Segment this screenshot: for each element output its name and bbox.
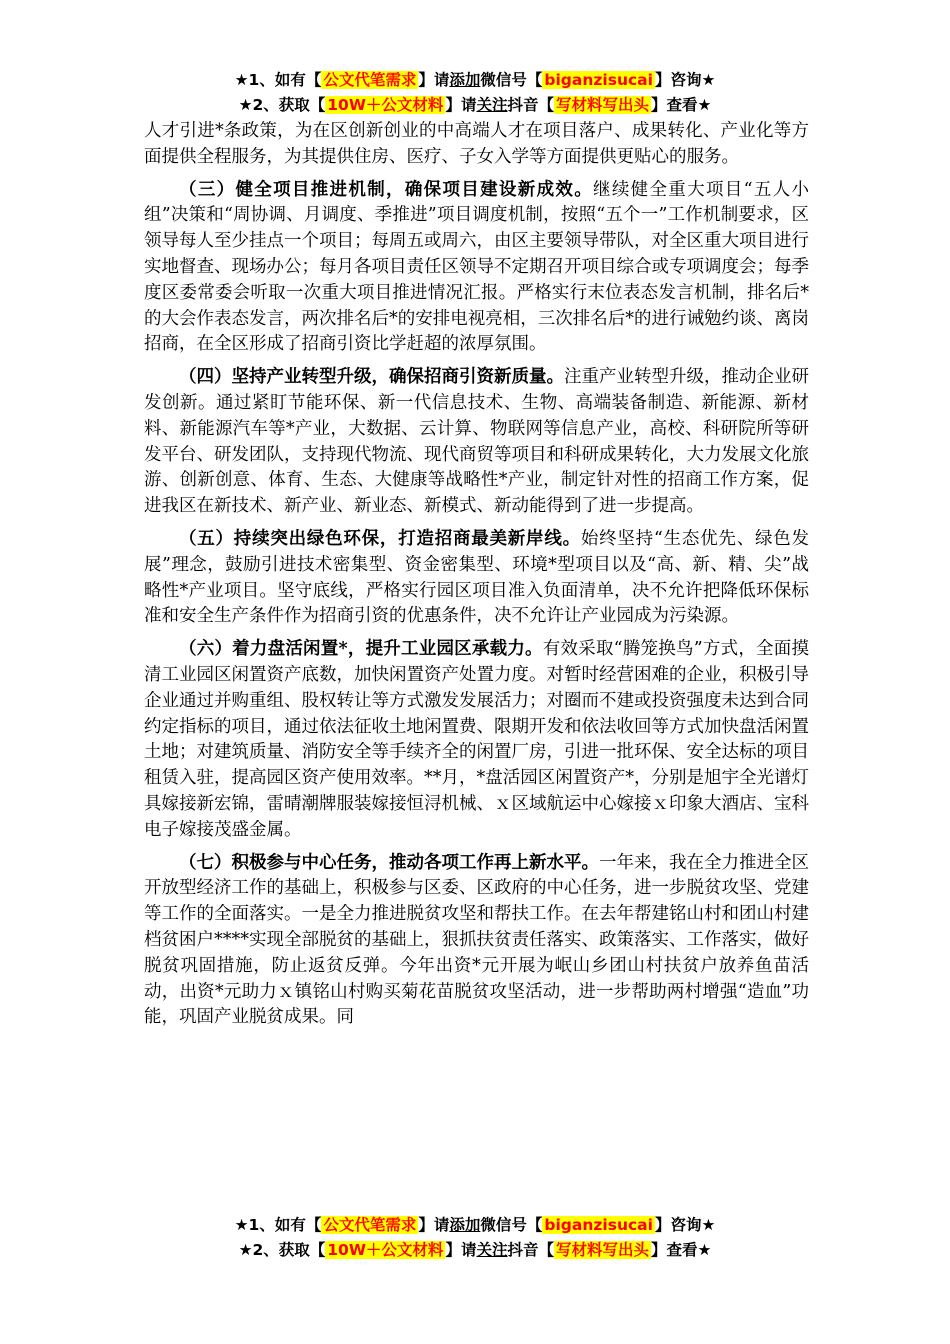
banner-highlight: 10W＋公文材料 [327,96,444,114]
banner-line-1: ★1、如有【 公文代笔需求 】请添加微信号【 biganzisucai 】咨询★ [234,1216,716,1234]
paragraph-continuation: 人才引进*条政策，为在区创新创业的中高端人才在项目落户、成果转化、产业化等方面提供全程服务，为其提供住房、医疗、子女入学等方面提供更贴心的服务。 [144,121,809,167]
section-heading: （五）持续突出绿色环保，打造招商最美新岸线。 [179,528,581,549]
footer-banner [0,1213,950,1263]
banner-highlight: 写材料写出头 [555,1241,649,1259]
banner-line-1: ★1、如有【 公文代笔需求 】请添加微信号【 biganzisucai 】咨询★ [234,71,716,89]
banner-line-2: ★2、获取【 10W＋公文材料 】请关注抖音【 写材料写出头 】查看★ [238,96,712,114]
section-heading: （六）着力盘活闲置*，提升工业园区承载力。 [179,639,543,660]
section-heading: （七）积极参与中心任务，推动各项工作再上新水平。 [179,852,599,873]
banner-highlight: 公文代笔需求 [323,1216,417,1234]
banner-highlight: biganzisucai [544,1216,653,1234]
paragraph-section-6: （六）着力盘活闲置*，提升工业园区承载力。有效采取“腾笼换鸟”方式，全面摸清工业园区闲置资产底数，加快闲置资产处置力度。对暂时经营困难的企业，积极引导企业通过并购重组、股权转让等方式激发发展活力；对圈而不建或投资强度未达到合同约定指标的项目，通过依法征收土地闲置费、限期开发和依法收回等方式加快盘活闲置土地；对建筑质量、消防安全等手续齐全的闲置厂房，引进一批环保、安全达标的项目租赁入驻，提高园区资产使用效率。**月，*盘活园区闲置资产*，分别是旭宇全光谱灯具嫁接新宏锦，雷晴潮牌服装嫁接恒浔机械、ｘ区域航运中心嫁接ｘ印象大酒店、宝科电子嫁接茂盛金属。 [144,639,809,840]
banner-highlight: 公文代笔需求 [323,71,417,89]
document-body [144,119,809,1038]
paragraph-section-3: （三）健全项目推进机制，确保项目建设新成效。继续健全重大项目“五人小组”决策和“周协调、月调度、季推进”项目调度机制，按照“五个一”工作机制要求，区领导每人至少挂点一个项目；每周五或周六，由区主要领导带队，对全区重大项目进行实地督查、现场办公；每月各项目责任区领导不定期召开项目综合或专项调度会；每季度区委常委会听取一次重大项目推进情况汇报。严格实行末位表态发言机制，排名后*的大会作表态发言，两次排名后*的安排电视亮相，三次排名后*的进行诫勉约谈、离岗招商，在全区形成了招商引资比学赶超的浓厚氛围。 [144,179,809,355]
paragraph-section-4: （四）坚持产业转型升级，确保招商引资新质量。注重产业转型升级，推动企业研发创新。通过紧盯节能环保、新一代信息技术、生物、高端装备制造、新能源、新材料、新能源汽车等*产业，大数据、云计算、物联网等信息产业，高校、科研院所等研发平台、研发团队，支持现代物流、现代商贸等项目和科研成果转化，大力发展文化旅游、创新创意、体育、生态、大健康等战略性*产业，制定针对性的招商工作方案，促进我区在新技术、新产业、新业态、新模式、新动能得到了进一步提高。 [144,367,809,517]
banner-highlight: 写材料写出头 [555,96,649,114]
banner-highlight: biganzisucai [544,71,653,89]
banner-highlight: 10W＋公文材料 [327,1241,444,1259]
section-heading: （四）坚持产业转型升级，确保招商引资新质量。 [179,367,564,388]
header-banner [0,68,950,118]
paragraph-section-7: （七）积极参与中心任务，推动各项工作再上新水平。一年来，我在全力推进全区开放型经济工作的基础上，积极参与区委、区政府的中心任务，进一步脱贫攻坚、党建等工作的全面落实。一是全力推进脱贫攻坚和帮扶工作。在去年帮建铭山村和团山村建档贫困户****实现全部脱贫的基础上，狠抓扶贫责任落实、政策落实、工作落实，做好脱贫巩固措施，防止返贫反弹。今年出资*元开展为岷山乡团山村扶贫户放养鱼苗活动，出资*元助力ｘ镇铭山村购买菊花苗脱贫攻坚活动，进一步帮助两村增强“造血”功能，巩固产业脱贫成果。同 [144,852,809,1028]
paragraph-section-5: （五）持续突出绿色环保，打造招商最美新岸线。始终坚持“生态优先、绿色发展”理念，鼓励引进技术密集型、资金密集型、环境*型项目以及“高、新、精、尖”战略性*产业项目。坚守底线，严格实行园区项目准入负面清单，决不允许把降低环保标准和安全生产条件作为招商引资的优惠条件，决不允许让产业园成为污染源。 [144,528,809,627]
banner-line-2: ★2、获取【 10W＋公文材料 】请关注抖音【 写材料写出头 】查看★ [238,1241,712,1259]
section-heading: （三）健全项目推进机制，确保项目建设新成效。 [179,179,594,200]
